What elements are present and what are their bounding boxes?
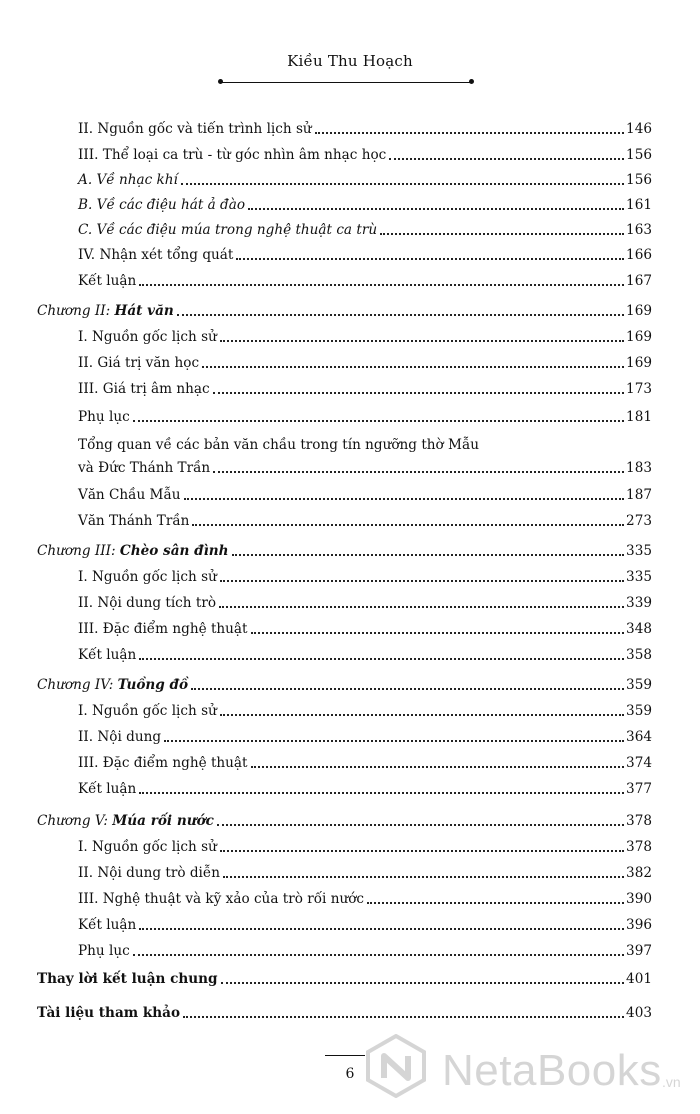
chapter-number: Chương V: [37,813,113,829]
toc-dot-leader [367,902,624,904]
toc-page-number: 403 [626,1005,652,1021]
toc-entry-title: Phụ lục [78,943,130,959]
toc-page-number: 401 [626,971,652,987]
netabooks-logo-icon [364,1034,428,1098]
toc-entry[interactable] [0,594,700,614]
toc-dot-leader [192,524,624,526]
toc-entry-title: I. Nguồn gốc lịch sử [78,569,217,585]
toc-page-number: 378 [626,813,652,829]
toc-entry[interactable] [0,780,700,800]
toc-entry-title: III. Nghệ thuật và kỹ xảo của trò rối nước [78,891,364,907]
toc-dot-leader [213,392,624,394]
toc-entry-title [37,542,229,560]
toc-page-number: 382 [626,865,652,881]
chapter-number: Chương IV: [37,677,118,693]
toc-dot-leader [220,850,624,852]
running-header-author: Kiều Thu Hoạch [287,52,413,70]
toc-dot-leader [220,714,624,716]
toc-entry[interactable] [0,436,700,456]
toc-page-number: 183 [626,460,652,476]
toc-dot-leader [220,580,624,582]
toc-dot-leader [139,284,624,286]
watermark-text: NetaBooks [442,1046,662,1095]
toc-page-number: 397 [626,943,652,959]
toc-entry-title [37,676,188,694]
toc-page-number: 146 [626,121,652,137]
toc-entry-title: Tài liệu tham khảo [37,1005,181,1021]
toc-entry[interactable] [0,272,700,292]
netabooks-watermark [364,1028,694,1108]
toc-entry[interactable] [0,970,700,990]
chapter-number: Chương III: [37,543,120,559]
toc-page-number: 273 [626,513,652,529]
toc-dot-leader [223,876,624,878]
toc-entry[interactable] [0,408,700,428]
toc-dot-leader [380,233,624,235]
toc-entry-title: Kết luận [78,917,137,933]
toc-chapter-entry[interactable] [0,676,700,696]
toc-entry[interactable] [0,1004,700,1024]
toc-entry-title: III. Giá trị âm nhạc [78,381,210,397]
watermark-suffix: .vn [662,1074,681,1090]
toc-entry[interactable] [0,728,700,748]
toc-entry[interactable] [0,171,700,191]
toc-dot-leader [248,208,624,210]
chapter-title: Hát văn [114,303,174,319]
toc-dot-leader [213,471,624,473]
toc-entry-title: I. Nguồn gốc lịch sử [78,703,217,719]
toc-page-number: 173 [626,381,652,397]
toc-page-number: 339 [626,595,652,611]
toc-page-number: 359 [626,677,652,693]
toc-dot-leader [202,366,624,368]
toc-page-number: 335 [626,569,652,585]
toc-entry[interactable] [0,942,700,962]
toc-dot-leader [181,183,624,185]
toc-entry[interactable] [0,120,700,140]
toc-page-number: 156 [626,172,652,188]
toc-dot-leader [219,606,624,608]
toc-chapter-entry[interactable] [0,302,700,322]
toc-chapter-entry[interactable] [0,542,700,562]
toc-page-number: 169 [626,303,652,319]
toc-entry[interactable] [0,380,700,400]
toc-entry[interactable] [0,864,700,884]
toc-entry[interactable] [0,354,700,374]
toc-entry[interactable] [0,646,700,666]
chapter-title: Tuồng đồ [117,677,189,693]
toc-entry-title: B. Về các điệu hát ả đào [78,197,246,213]
toc-dot-leader [177,314,624,316]
toc-entry-title: II. Nội dung trò diễn [78,865,220,881]
toc-dot-leader [236,258,624,260]
toc-entry[interactable] [0,246,700,266]
toc-entry-title: Kết luận [78,781,137,797]
toc-page-number: 390 [626,891,652,907]
chapter-title: Chèo sân đình [119,543,229,559]
toc-entry-title: Kết luận [78,647,137,663]
toc-entry[interactable] [0,196,700,216]
toc-entry-title: III. Đặc điểm nghệ thuật [78,621,248,637]
toc-entry-title: Kết luận [78,273,137,289]
toc-page-number: 378 [626,839,652,855]
toc-entry-title: III. Thể loại ca trù - từ góc nhìn âm nhạc học [78,147,387,163]
toc-entry[interactable] [0,568,700,588]
toc-page-number: 169 [626,329,652,345]
toc-dot-leader [217,824,624,826]
toc-entry-title: C. Về các điệu múa trong nghệ thuật ca trù [78,222,378,238]
toc-dot-leader [389,158,624,160]
toc-dot-leader [133,954,624,956]
toc-entry-title [37,812,214,830]
toc-entry-title: Văn Chầu Mẫu [78,487,181,503]
toc-entry-title: II. Nội dung tích trò [78,595,217,611]
toc-page-number: 335 [626,543,652,559]
toc-dot-leader [315,132,624,134]
toc-dot-leader [191,688,624,690]
toc-page-number: 358 [626,647,652,663]
toc-entry[interactable] [0,754,700,774]
toc-entry-title: II. Giá trị văn học [78,355,200,371]
toc-entry[interactable] [0,146,700,166]
toc-entry[interactable] [0,916,700,936]
toc-entry-title: IV. Nhận xét tổng quát [78,247,234,263]
toc-entry-title: II. Nội dung [78,729,162,745]
toc-entry[interactable] [0,459,700,479]
toc-entry[interactable] [0,620,700,640]
toc-page-number: 187 [626,487,652,503]
toc-entry-title: A. Về nhạc khí [78,172,178,188]
toc-entry[interactable] [0,838,700,858]
toc-page-number: 181 [626,409,652,425]
toc-dot-leader [251,632,624,634]
toc-dot-leader [183,1016,624,1018]
toc-page-number: 166 [626,247,652,263]
toc-chapter-entry[interactable] [0,812,700,832]
toc-page-number: 161 [626,197,652,213]
toc-entry-title: II. Nguồn gốc và tiến trình lịch sử [78,121,312,137]
toc-page-number: 169 [626,355,652,371]
toc-entry-title: I. Nguồn gốc lịch sử [78,839,217,855]
toc-dot-leader [139,658,624,660]
toc-dot-leader [184,498,624,500]
toc-entry-title: Tổng quan về các bản văn chầu trong tín ngưỡng thờ Mẫu [78,437,480,453]
toc-dot-leader [220,340,624,342]
page-number-rule [325,1055,365,1056]
page-number: 6 [345,1066,355,1082]
toc-dot-leader [133,420,624,422]
toc-entry-title: Phụ lục [78,409,130,425]
toc-page-number: 377 [626,781,652,797]
toc-page-number: 167 [626,273,652,289]
chapter-title: Múa rối nước [112,813,214,829]
toc-entry[interactable] [0,221,700,241]
toc-dot-leader [221,982,624,984]
toc-page-number: 359 [626,703,652,719]
toc-dot-leader [232,554,624,556]
toc-entry-title: Văn Thánh Trần [78,513,190,529]
toc-entry[interactable] [0,486,700,506]
toc-entry-title: và Đức Thánh Trần [78,460,211,476]
toc-entry[interactable] [0,328,700,348]
toc-page-number: 163 [626,222,652,238]
toc-entry[interactable] [0,512,700,532]
toc-dot-leader [139,792,624,794]
toc-entry-title: III. Đặc điểm nghệ thuật [78,755,248,771]
toc-entry[interactable] [0,702,700,722]
toc-dot-leader [139,928,624,930]
toc-entry[interactable] [0,890,700,910]
toc-page-number: 374 [626,755,652,771]
toc-page-number: 364 [626,729,652,745]
toc-dot-leader [251,766,624,768]
toc-entry-title: Thay lời kết luận chung [37,971,218,987]
toc-entry-title [37,302,174,320]
chapter-number: Chương II: [37,303,115,319]
toc-page-number: 348 [626,621,652,637]
toc-page-number: 396 [626,917,652,933]
toc-entry-title: I. Nguồn gốc lịch sử [78,329,217,345]
toc-dot-leader [164,740,624,742]
toc-page-number: 156 [626,147,652,163]
